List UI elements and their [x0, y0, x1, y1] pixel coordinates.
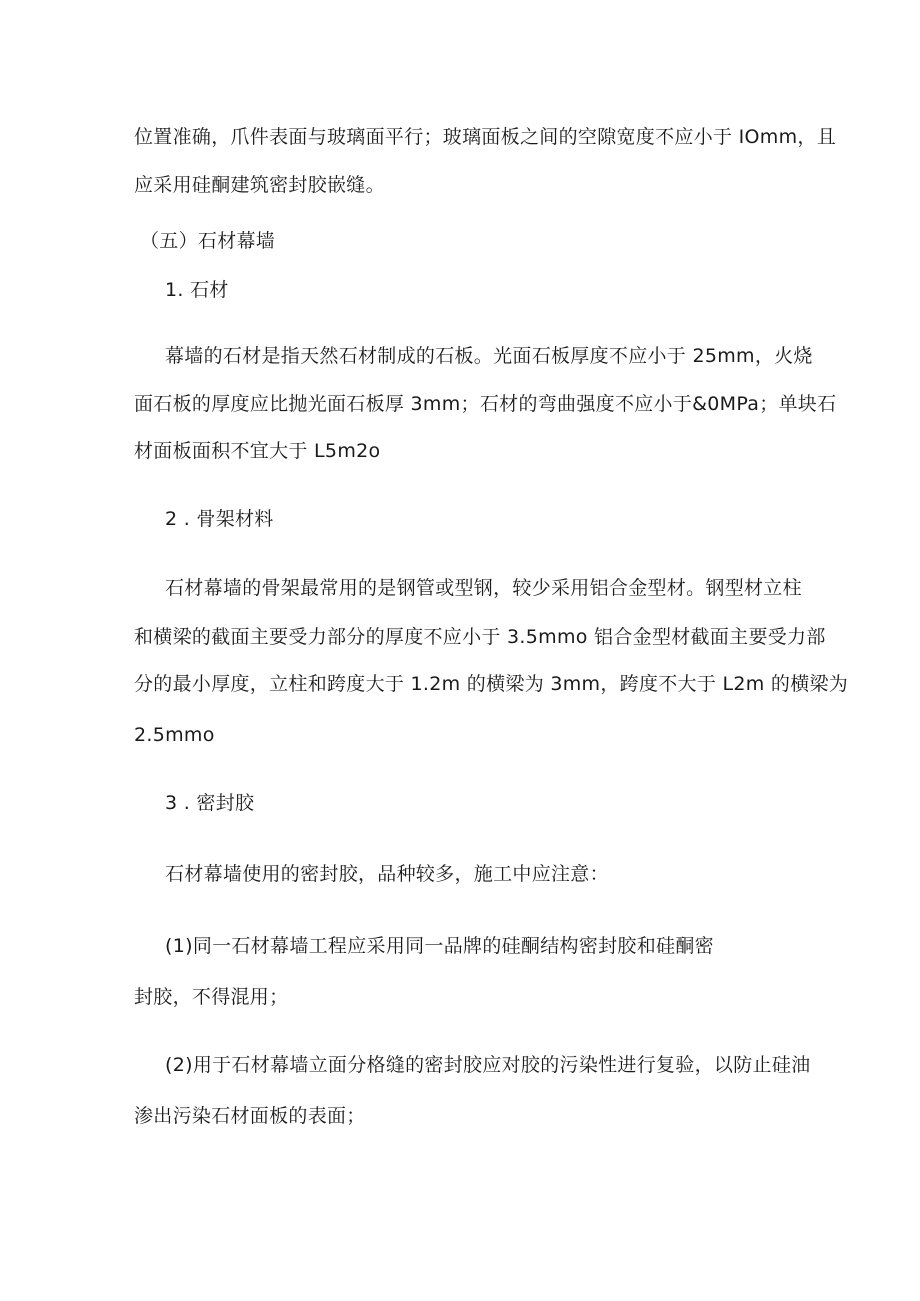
- section-heading: （五）石材幕墙: [140, 230, 276, 252]
- subsection-heading: 2 . 骨架材料: [165, 508, 274, 530]
- subsection-heading: 1. 石材: [165, 279, 229, 301]
- paragraph-line: 2.5mmo: [134, 724, 215, 746]
- subsection-heading: 3 . 密封胶: [165, 792, 255, 814]
- paragraph-line: 石材幕墙的骨架最常用的是钢管或型钢，较少采用铝合金型材。钢型材立柱: [165, 577, 802, 599]
- paragraph-line: 面石板的厚度应比抛光面石板厚 3mm；石材的弯曲强度不应小于&0MPa；单块石: [134, 393, 837, 415]
- list-item-line: (1)同一石材幕墙工程应采用同一品牌的硅酮结构密封胶和硅酮密: [165, 935, 714, 957]
- paragraph-line: 分的最小厚度，立柱和跨度大于 1.2m 的横梁为 3mm，跨度不大于 L2m 的横梁为: [134, 673, 849, 695]
- paragraph-line: 石材幕墙使用的密封胶，品种较多，施工中应注意：: [165, 863, 609, 885]
- paragraph-line: 和横梁的截面主要受力部分的厚度不应小于 3.5mmo 铝合金型材截面主要受力部: [134, 626, 826, 648]
- paragraph-line: 应采用硅酮建筑密封胶嵌缝。: [134, 174, 385, 196]
- list-item-line: 渗出污染石材面板的表面；: [134, 1105, 366, 1127]
- paragraph-line: 幕墙的石材是指天然石材制成的石板。光面石板厚度不应小于 25mm，火烧: [165, 345, 813, 367]
- list-item-line: 封胶，不得混用；: [134, 986, 289, 1008]
- paragraph-line: 位置准确，爪件表面与玻璃面平行；玻璃面板之间的空隙宽度不应小于 IOmm，且: [134, 126, 837, 148]
- paragraph-line: 材面板面积不宜大于 L5m2o: [134, 440, 381, 462]
- list-item-line: (2)用于石材幕墙立面分格缝的密封胶应对胶的污染性进行复验，以防止硅油: [165, 1054, 811, 1076]
